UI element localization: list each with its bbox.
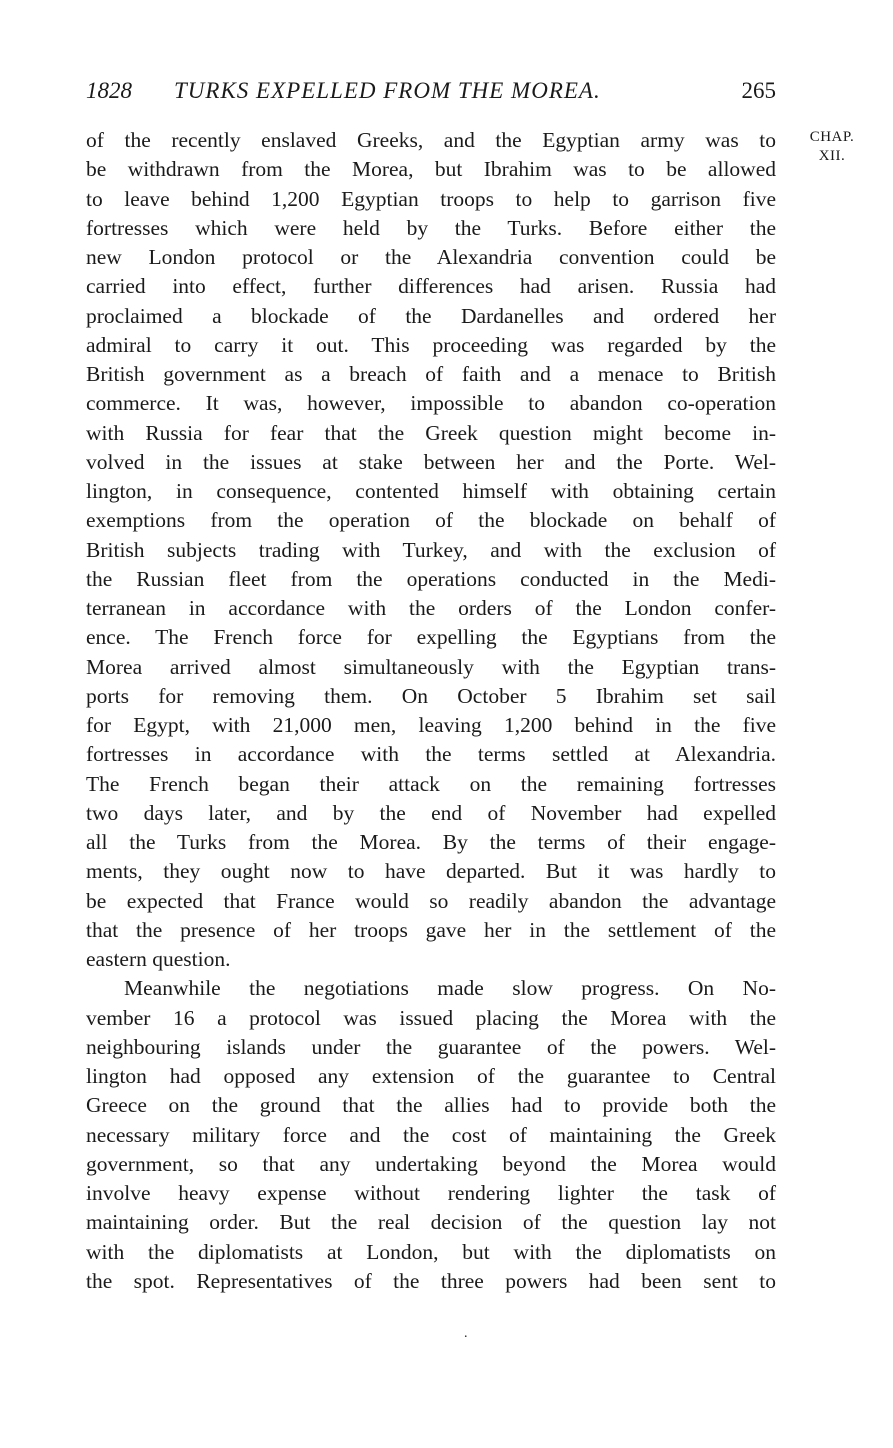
text-line: neighbouring islands under the guarantee of the powers. Wel- (86, 1034, 776, 1059)
text-line: British subjects trading with Turkey, and with the exclusion of (86, 537, 776, 562)
page-number: 265 (741, 78, 776, 103)
text-line: British government as a breach of faith and a menace to British (86, 362, 776, 386)
text-line: fortresses which were held by the Turks. Before either the (86, 215, 776, 240)
text-line: two days later, and by the end of November had expelled (86, 800, 776, 825)
text-line: be expected that France would so readily abandon the advantage (86, 888, 776, 913)
text-line: involve heavy expense without rendering lighter the task of (86, 1181, 776, 1205)
text-line: for Egypt, with 21,000 men, leaving 1,200 behind in the five (86, 713, 776, 737)
text-line: maintaining order. But the real decision of the question lay not (86, 1210, 776, 1235)
text-line: the Russian fleet from the operations conducted in the Medi- (86, 566, 776, 591)
text-line: commerce. It was, however, impossible to abandon co-operation (86, 391, 776, 416)
chapter-label: CHAP. (809, 129, 855, 145)
text-line: Greece on the ground that the allies had to provide both the (86, 1093, 776, 1118)
text-line: government, so that any undertaking beyond the Morea would (86, 1151, 776, 1176)
text-line: Morea arrived almost simultaneously with the Egyptian trans- (86, 654, 776, 679)
text-line: be withdrawn from the Morea, but Ibrahim was to be allowed (86, 157, 776, 182)
text-line: carried into effect, further differences had arisen. Russia had (86, 274, 776, 299)
text-line: with Russia for fear that the Greek question might become in- (86, 420, 776, 445)
text-line: necessary military force and the cost of maintaining the Greek (86, 1122, 776, 1147)
text-line: ports for removing them. On October 5 Ibrahim set sail (86, 683, 776, 708)
text-line: ence. The French force for expelling the Egyptians from the (86, 625, 776, 650)
text-line: ments, they ought now to have departed. But it was hardly to (86, 859, 776, 884)
paragraph-start-line: Meanwhile the negotiations made slow progress. On No- (124, 976, 776, 1001)
paragraph-end-line: eastern question. (86, 947, 231, 971)
text-line: volved in the issues at stake between her and the Porte. Wel- (86, 449, 776, 474)
text-line: proclaimed a blockade of the Dardanelles and ordered her (86, 303, 776, 328)
text-line: lington, in consequence, contented himself with obtaining certain (86, 479, 776, 503)
text-line: of the recently enslaved Greeks, and the Egyptian army was to (86, 128, 776, 152)
text-line: The French began their attack on the remaining fortresses (86, 771, 776, 796)
text-line: lington had opposed any extension of the guarantee to Central (86, 1064, 776, 1088)
chapter-margin-note (802, 128, 862, 166)
text-line: to leave behind 1,200 Egyptian troops to help to garrison five (86, 186, 776, 211)
chapter-number: XII. (818, 148, 846, 164)
footer-mark: . (464, 1326, 468, 1341)
text-line: terranean in accordance with the orders of the London confer- (86, 596, 776, 620)
text-line: with the diplomatists at London, but with the diplomatists on (86, 1239, 776, 1264)
text-line: the spot. Representatives of the three powers had been sent to (86, 1268, 776, 1293)
text-line: all the Turks from the Morea. By the terms of their engage- (86, 830, 776, 854)
header-year: 1828 (86, 78, 132, 103)
body-text (86, 126, 776, 1296)
running-header (86, 78, 776, 110)
text-line: admiral to carry it out. This proceeding was regarded by the (86, 332, 776, 357)
text-line: exemptions from the operation of the blockade on behalf of (86, 508, 776, 533)
text-line: vember 16 a protocol was issued placing the Morea with the (86, 1005, 776, 1030)
text-line: fortresses in accordance with the terms settled at Alexandria. (86, 742, 776, 767)
text-line: that the presence of her troops gave her in the settlement of the (86, 917, 776, 942)
text-line: new London protocol or the Alexandria convention could be (86, 245, 776, 269)
header-title: TURKS EXPELLED FROM THE MOREA. (174, 78, 601, 103)
